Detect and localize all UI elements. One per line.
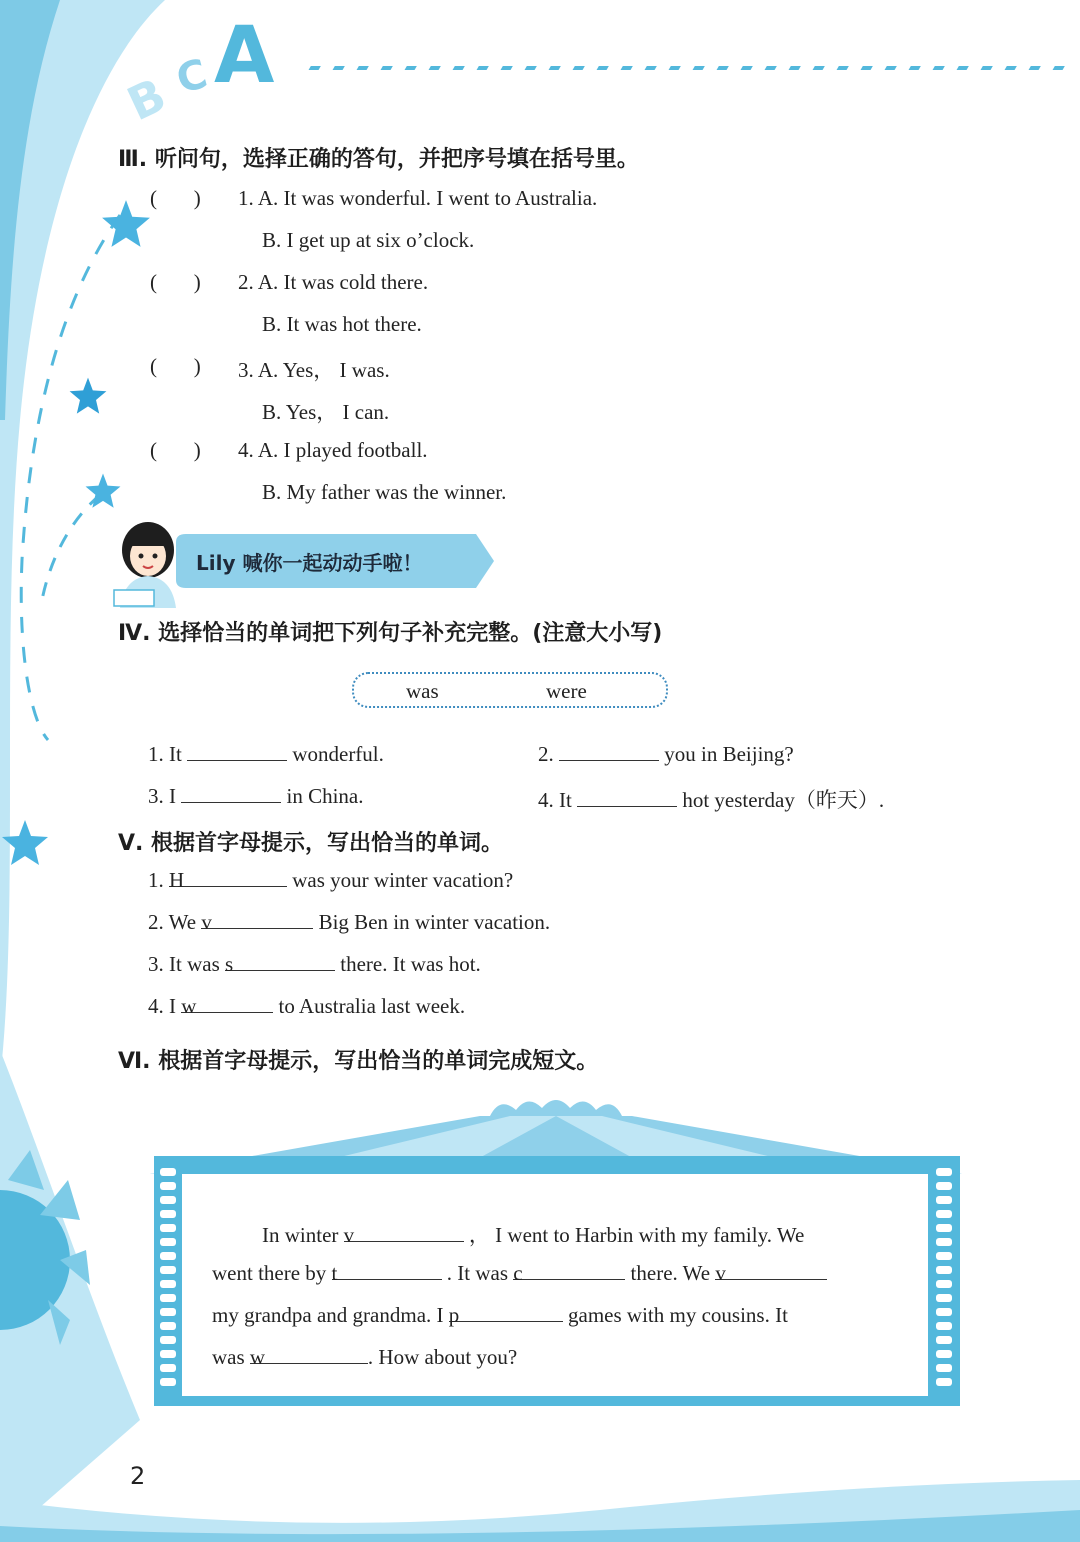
answer-blank[interactable] [331,1261,442,1285]
passage-text: ， I went to Harbin with my family. We [468,1223,805,1247]
question-text: 3. I [148,784,176,808]
section-4-title: Ⅳ. 选择恰当的单词把下列句子补充完整。(注意大小写) [118,621,663,646]
star-icon [84,472,122,510]
answer-blank[interactable] [577,788,677,807]
passage-text: went there by [212,1261,327,1285]
answer-bracket-1[interactable]: ( ) [150,186,201,210]
answer-blank[interactable] [448,1303,563,1327]
fill-question-2 [538,742,794,767]
answer-blank[interactable] [715,1261,827,1285]
question-text: 2. We [148,910,202,934]
hint-letter: w [181,994,197,1018]
passage-line-4 [212,1345,918,1370]
option-b: B. I get up at six o’clock. [262,228,475,252]
answer-blank[interactable] [181,784,281,803]
hint-question-3 [148,952,481,977]
answer-blank[interactable] [181,994,273,1018]
answer-blank[interactable] [559,742,659,761]
passage-text: games with my cousins. It [568,1303,788,1327]
question-number: 2. [238,270,254,294]
answer-blank[interactable] [249,1345,368,1369]
svg-text:C: C [171,50,213,103]
word-bank-box [352,672,668,708]
passage-text: there. We [630,1261,711,1285]
answer-bracket-3[interactable]: ( ) [150,354,201,378]
star-icon [100,198,152,250]
question-text: there. It was hot. [340,952,481,976]
question-text: was your winter vacation? [292,868,514,892]
passage-text: was [212,1345,245,1369]
option-a: A. It was wonderful. I went to Australia. [257,186,598,210]
question-number: 4. [238,438,254,462]
hint-letter: s [225,952,234,976]
answer-blank[interactable] [343,1223,464,1247]
hint-letter: t [331,1261,338,1285]
hint-letter: w [249,1345,266,1369]
passage-line-1 [262,1219,918,1249]
answer-blank[interactable] [187,742,287,761]
question-number: 3. [238,358,254,382]
question-text: 1. It [148,742,182,766]
option-b: B. My father was the winner. [262,480,507,504]
question-text: 4. It [538,788,572,812]
answer-blank[interactable] [513,1261,625,1285]
svg-text:A: A [214,11,275,101]
section-5-title: Ⅴ. 根据首字母提示，写出恰当的单词。 [118,831,504,856]
hint-letter: v [201,910,212,934]
question-number: 1. [238,186,254,210]
question-text: hot yesterday（昨天）. [682,788,885,812]
passage-text: my grandpa and grandma. I [212,1303,444,1327]
question-text: in China. [286,784,364,808]
question-text: 4. I [148,994,182,1018]
answer-blank[interactable] [169,868,287,892]
hint-letter: p [448,1303,460,1327]
option-a: A. I played football. [257,438,428,462]
passage-line-2 [212,1261,918,1286]
hint-question-4 [148,994,465,1019]
answer-bracket-2[interactable]: ( ) [150,270,201,294]
girl-illustration [110,516,188,608]
page-number: 2 [130,1462,146,1490]
top-dash-line [312,64,1067,72]
hint-question-2 [148,910,550,935]
word-bank-item: were [546,679,587,703]
passage-text: In winter [262,1223,339,1247]
word-bank-item: was [406,679,439,703]
hint-letter: c [513,1261,523,1285]
question-text: you in Beijing? [664,742,794,766]
section-6-title: Ⅵ. 根据首字母提示，写出恰当的单词完成短文。 [118,1049,599,1074]
answer-blank[interactable] [225,952,335,976]
fill-question-4 [538,784,884,814]
question-text: 2. [538,742,554,766]
bottom-wave-decoration [0,1440,1080,1542]
passage-text: . How about you? [367,1345,518,1369]
question-text: wonderful. [292,742,384,766]
section-3-title: Ⅲ. 听问句，选择正确的答句，并把序号填在括号里。 [118,147,639,172]
question-text: Big Ben in winter vacation. [318,910,551,934]
passage-line-3 [212,1303,918,1328]
hint-letter: H [169,868,185,892]
option-a: A. Yes， I was. [257,358,390,382]
question-text: to Australia last week. [278,994,466,1018]
answer-blank[interactable] [201,910,313,934]
fill-question-3 [148,784,364,809]
question-text: 1. [148,868,169,892]
star-icon [68,376,108,416]
question-4 [238,438,428,463]
abc-logo [119,10,292,132]
film-holes-left [159,1168,177,1400]
question-2 [238,270,428,295]
hint-letter: v [343,1223,355,1247]
hint-letter: v [715,1261,726,1285]
option-b: B. It was hot there. [262,312,422,336]
question-1 [238,186,597,211]
question-3 [238,354,390,384]
svg-text:B: B [119,67,174,132]
film-holes-right [935,1168,953,1400]
star-icon [0,818,50,868]
option-a: A. It was cold there. [257,270,429,294]
option-b: B. Yes， I can. [262,400,390,424]
lily-banner-text: Lily 喊你一起动动手啦！ [196,551,423,575]
answer-bracket-4[interactable]: ( ) [150,438,201,462]
fill-question-1 [148,742,384,767]
hint-question-1 [148,868,513,893]
question-text: 3. It was [148,952,225,976]
passage-text: . It was [446,1261,509,1285]
